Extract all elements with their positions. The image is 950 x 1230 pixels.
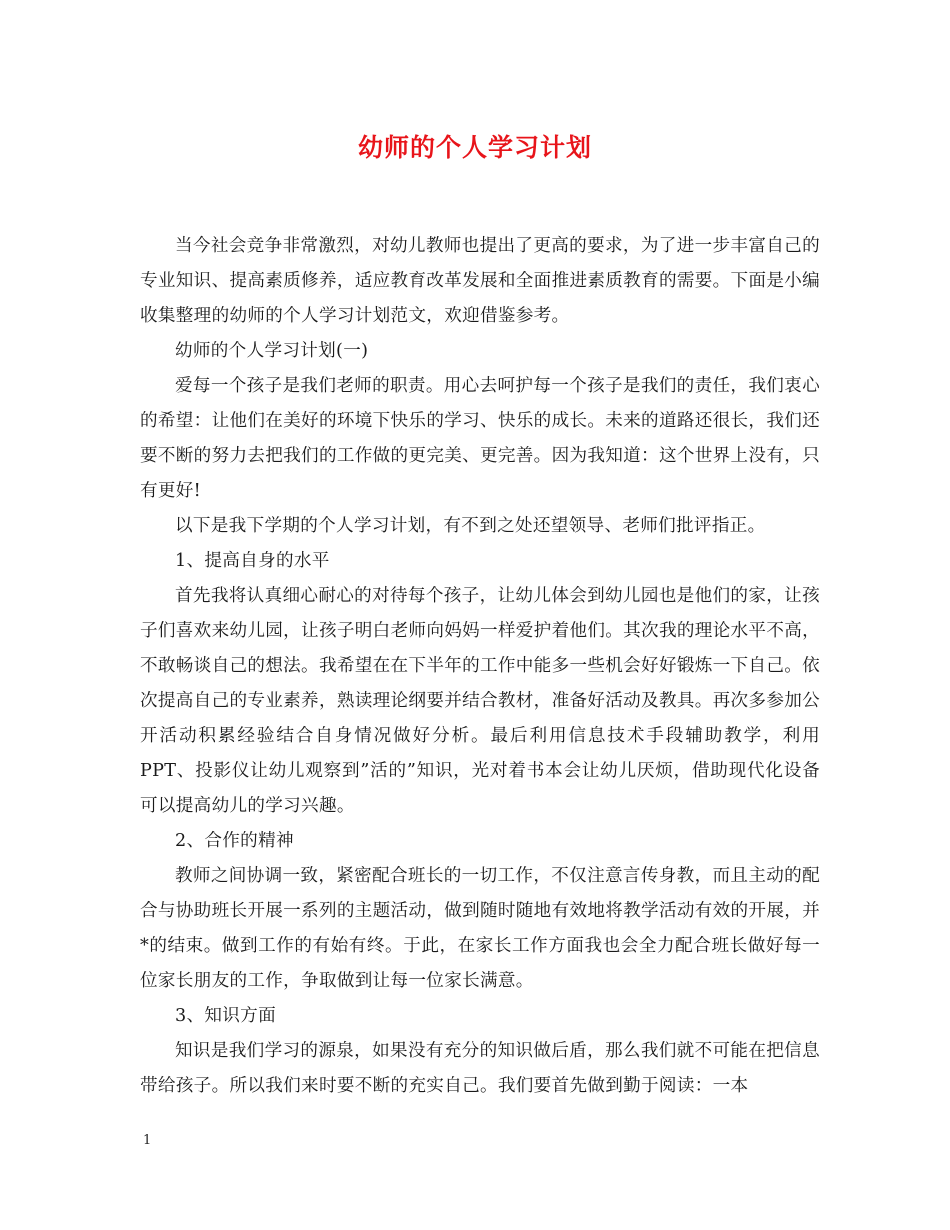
page-title: 幼师的个人学习计划 — [357, 133, 592, 162]
paragraph-cooperation: 教师之间协调一致，紧密配合班长的一切工作，不仅注意言传身教，而且主动的配合与协助班长开展一系列的主题活动，做到随时随地有效地将教学活动有效的开展，并*的结束。做到工作的有始有终。于此，在家长工作方面我也会全力配合班长做好每一位家长朋友的工作，争取做到让每一位家长满意。 — [140, 866, 820, 991]
paragraph-love-children: 爱每一个孩子是我们老师的职责。用心去呵护每一个孩子是我们的责任，我们衷心的希望：让他们在美好的环境下快乐的学习、快乐的成长。未来的道路还很长，我们还要不断的努力去把我们的工作做的更完美、更完善。因为我知道：这个世界上没有，只有更好! — [140, 376, 820, 501]
document-body — [140, 229, 820, 1104]
section-heading-knowledge: 3、知识方面 — [175, 1006, 276, 1026]
paragraph-improve-self: 首先我将认真细心耐心的对待每个孩子，让幼儿体会到幼儿园也是他们的家，让孩子们喜欢来幼儿园，让孩子明白老师向妈妈一样爱护着他们。其次我的理论水平不高，不敢畅谈自己的想法。我希望在在下半年的工作中能多一些机会好好锻炼一下自己。依次提高自己的专业素养，熟读理论纲要并结合教材，准备好活动及教具。再次多参加公开活动积累经验结合自身情况做好分析。最后利用信息技术手段辅助教学，利用PPT、投影仪让幼儿观察到”活的”知识，光对着书本会让幼儿厌烦，借助现代化设备可以提高幼儿的学习兴趣。 — [140, 586, 820, 816]
paragraph-knowledge: 知识是我们学习的源泉，如果没有充分的知识做后盾，那么我们就不可能在把信息带给孩子。所以我们来时要不断的充实自己。我们要首先做到勤于阅读：一本 — [140, 1041, 820, 1096]
paragraph-plan-intro: 以下是我下学期的个人学习计划，有不到之处还望领导、老师们批评指正。 — [175, 516, 766, 536]
section-heading-plan-one: 幼师的个人学习计划(一) — [175, 341, 369, 361]
page-number: 1 — [143, 1133, 152, 1148]
section-heading-improve-self: 1、提高自身的水平 — [175, 551, 330, 571]
paragraph-intro: 当今社会竞争非常激烈，对幼儿教师也提出了更高的要求，为了进一步丰富自己的专业知识、提高素质修养，适应教育改革发展和全面推进素质教育的需要。下面是小编收集整理的幼师的个人学习计划范文，欢迎借鉴参考。 — [140, 236, 820, 326]
section-heading-cooperation: 2、合作的精神 — [175, 831, 294, 851]
